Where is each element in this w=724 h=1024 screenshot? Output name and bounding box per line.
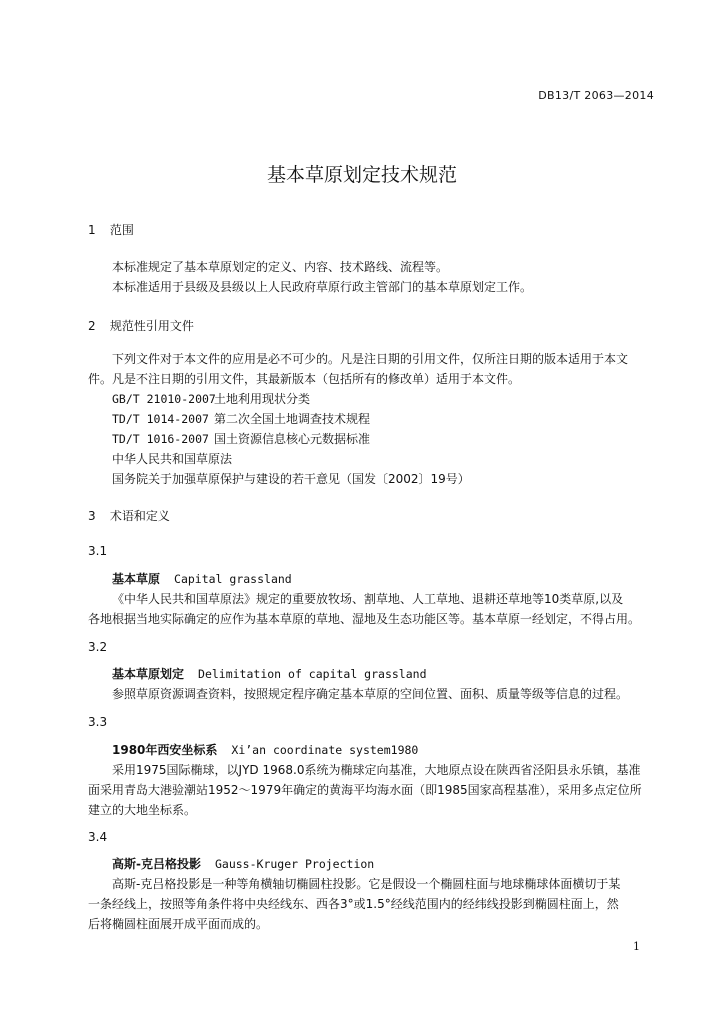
term-english: Gauss-Kruger Projection [214,857,375,871]
subsection-number: 3.4 [88,830,108,844]
definition-line: 一条经线上，按照等角条件将中央经线东、西各3°或1.5°经线范围内的经纬线投影到椭圆柱面上，然 [88,897,619,911]
definition-line: 参照草原资源调查资料，按照规定程序确定基本草原的空间位置、面积、质量等级等信息的过程。 [112,687,629,701]
term-chinese: 基本草原 [112,572,161,586]
reference-code: TD/T 1016-2007 [112,432,209,446]
term-chinese: 1980年西安坐标系 [112,743,218,757]
reference-code: GB/T 21010-2007 [112,392,216,406]
definition-line: 建立的大地坐标系。 [88,803,197,817]
term-english: Capital grassland [174,572,292,586]
paragraph: 件。凡是不注日期的引用文件，其最新版本（包括所有的修改单）适用于本文件。 [88,372,521,386]
definition-line: 《中华人民共和国草原法》规定的重要放牧场、割草地、人工草地、退耕还草地等10类草原,以及 [112,592,624,606]
reference-name: 国土资源信息核心元数据标准 [214,432,371,446]
section-3-heading [88,507,170,524]
subsection-number: 3.3 [88,715,108,729]
page-number: 1 [633,940,640,953]
paragraph: 本标准适用于县级及县级以上人民政府草原行政主管部门的基本草原划定工作。 [112,280,533,294]
reference-name: 土地利用现状分类 [214,392,311,406]
paragraph: 本标准规定了基本草原划定的定义、内容、技术路线、流程等。 [112,260,449,274]
term-heading [112,664,427,684]
section-title: 术语和定义 [109,509,170,523]
paragraph: 下列文件对于本文件的应用是必不可少的。凡是注日期的引用文件，仅所注日期的版本适用于本文 [112,352,629,366]
definition-line: 采用1975国际椭球，以JYD 1968.0系统为椭球定向基准，大地原点设在陕西省泾阳县永乐镇，基准 [112,763,641,777]
definition-line: 高斯-克吕格投影是一种等角横轴切椭圆柱投影。它是假设一个椭圆柱面与地球椭球体面横切于某 [112,877,621,891]
definition-line: 后将椭圆柱面展开成平面而成的。 [88,917,269,931]
term-english: Delimitation of capital grassland [198,667,427,681]
reference-item [112,389,310,409]
section-1-heading [88,221,134,238]
section-title: 规范性引用文件 [109,319,194,333]
definition-line: 各地根据当地实际确定的应作为基本草原的草地、湿地及生态功能区等。基本草原一经划定，不得占用。 [88,612,641,626]
reference-item [112,409,370,429]
term-heading [112,569,292,589]
reference-name: 第二次全国土地调查技术规程 [214,412,371,426]
reference-item [112,429,370,449]
reference-law: 中华人民共和国草原法 [112,452,233,466]
subsection-number: 3.1 [88,544,108,558]
subsection-number: 3.2 [88,640,108,654]
definition-line: 面采用青岛大港验潮站1952～1979年确定的黄海平均海水面（即1985国家高程基准），采用多点定位所 [88,783,642,797]
term-heading [112,854,374,874]
section-2-heading [88,317,194,334]
reference-law: 国务院关于加强草原保护与建设的若干意见（国发〔2002〕19号） [112,472,470,486]
reference-code: TD/T 1014-2007 [112,412,209,426]
term-heading [112,740,418,760]
standard-code: DB13/T 2063—2014 [538,89,654,102]
section-number: 2 [88,319,96,333]
section-number: 3 [88,509,96,523]
term-chinese: 基本草原划定 [112,667,185,681]
section-title: 范围 [109,223,134,237]
section-number: 1 [88,223,96,237]
term-english: Xi’an coordinate system1980 [231,743,419,757]
term-chinese: 高斯-克吕格投影 [112,857,201,871]
document-title: 基本草原划定技术规范 [266,164,457,186]
